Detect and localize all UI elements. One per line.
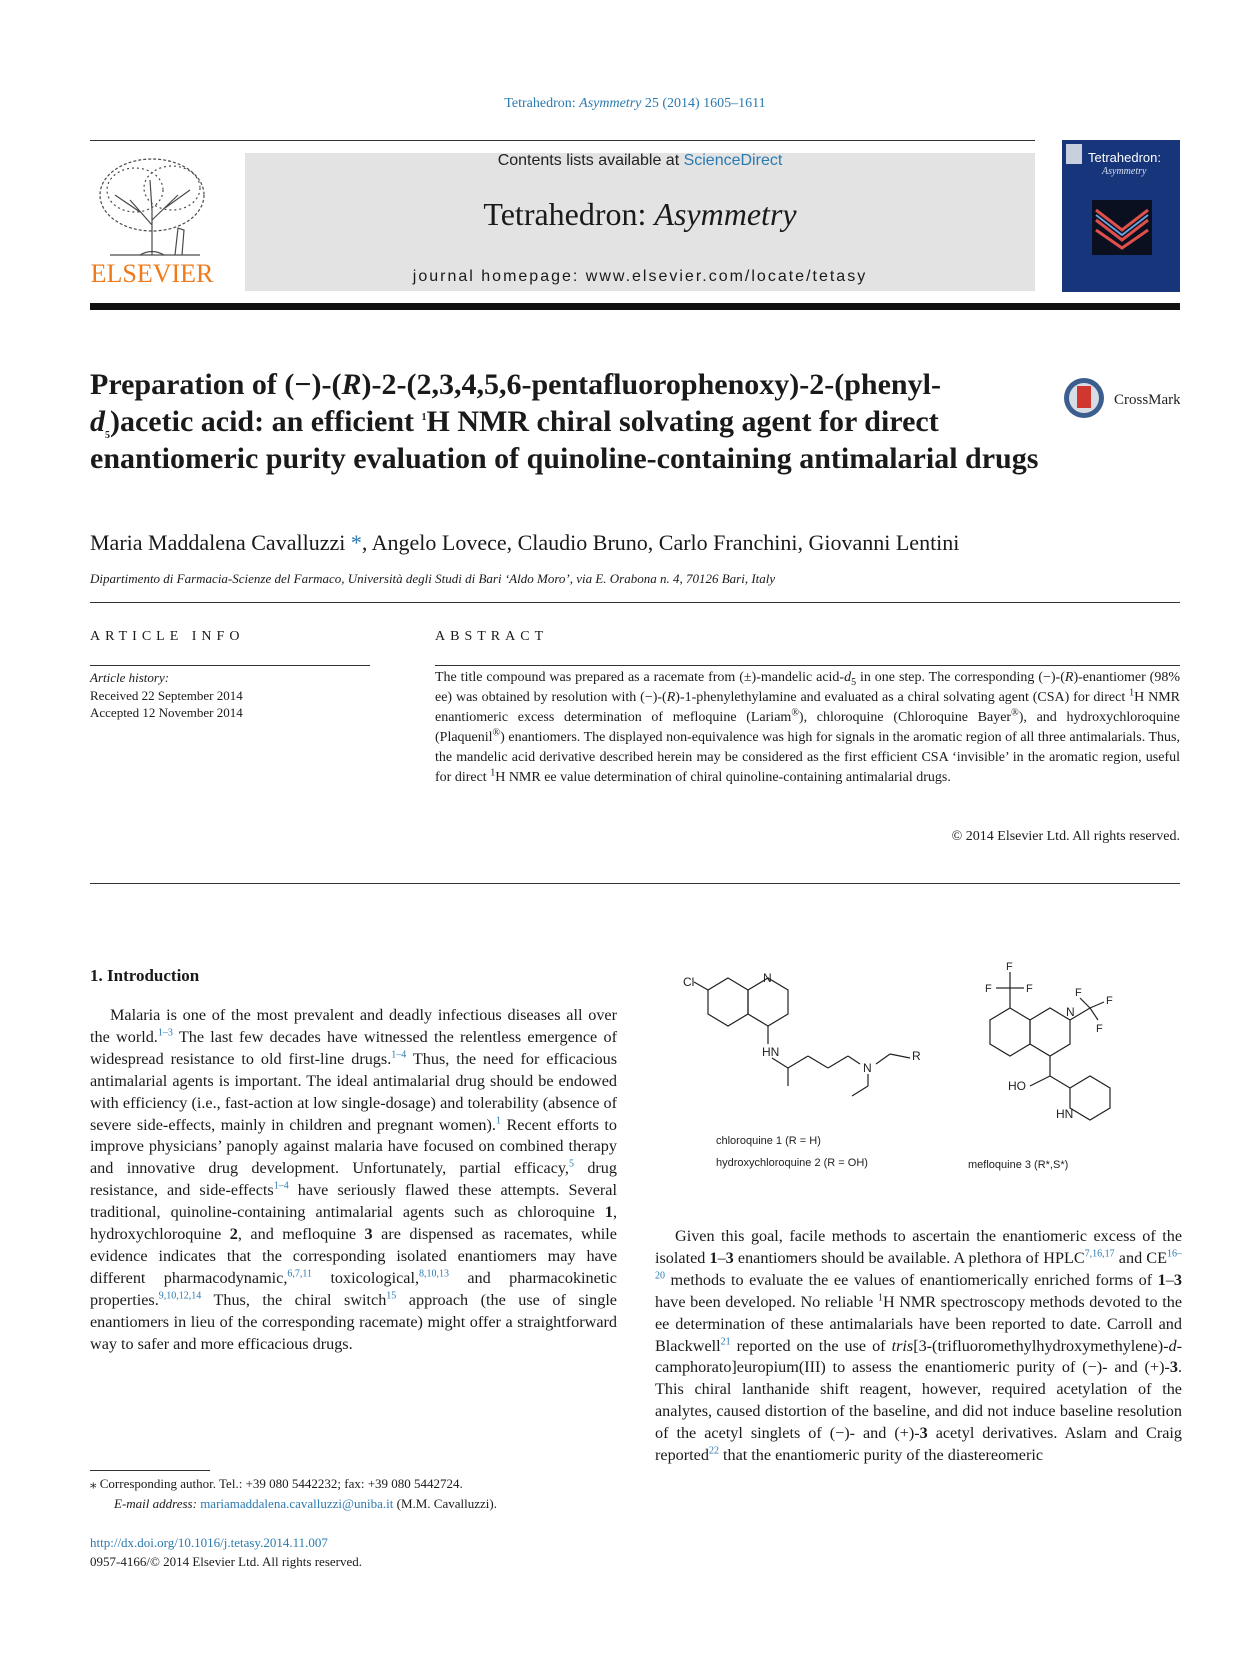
abstract-rule: [435, 665, 1180, 666]
homepage-label: journal homepage:: [412, 268, 586, 285]
hydroxyl-label: HO: [1008, 1079, 1026, 1093]
abstract-text: The title compound was prepared as a racemate from (±)-mandelic acid-$d_5$ in one step. The corresponding (−)-(R)-enantiomer (98% ee) was obtained by resolution with (−)-(R)-1-phenylethylamine and evaluated as a chiral solvating agent (CSA) for direct $^1$H NMR enantiomeric excess determination of mefloquine (Lariam®), chloroquine (Chloroquine Bayer®), and hydroxychloroquine (Plaquenil®) enantiomers. The displayed non-equivalence was high for signals in the aromatic region of all three antimalarials. Thus, the mandelic acid derivative described herein may be considered as the first efficient CSA ‘invisible’ in the aromatic region, useful for direct $^1$H NMR ee value determination of chiral quinoline-containing antimalarial drugs.: [435, 670, 1181, 785]
history-label: Article history:: [90, 670, 170, 685]
footnote-star: ⁎: [90, 1476, 97, 1491]
doi-block: [90, 1533, 362, 1571]
journal-title-main: Tetrahedron:: [483, 196, 655, 232]
email-label: E-mail address:: [114, 1496, 201, 1511]
crossmark-badge[interactable]: [1062, 376, 1180, 420]
affiliation-rule: [90, 602, 1180, 603]
tree-icon: [90, 150, 215, 290]
footnote: [90, 1474, 650, 1514]
abstract-end-rule: [90, 883, 1180, 884]
citation-journal-italic: Asymmetry: [579, 96, 642, 111]
hydroxychloroquine-caption: hydroxychloroquine 2 (R = OH): [716, 1157, 868, 1169]
abstract-copyright: © 2014 Elsevier Ltd. All rights reserved.: [951, 829, 1180, 844]
article-title: Preparation of $(-)-(R)-2-(2,3,4,5,6-pentafluorophenoxy)-2-(phenyl-d_5)acetic$ acid: an efficient $^1$H NMR chiral solvating agent for direct enantiomeric purity evaluation of quinoline-containing antimalarial drugs: [90, 368, 1039, 475]
article-info-heading: ARTICLE INFO: [90, 629, 245, 644]
piperidine-n-label: HN: [1056, 1107, 1074, 1121]
contents-line: [245, 152, 1035, 170]
publisher-name: ELSEVIER: [90, 259, 214, 288]
introduction-paragraph: Malaria is one of the most prevalent and deadly infectious diseases all over the world.$^{1-3}$ The last few decades have witnessed the relentless emergence of widespread resistance to old first-line drugs.$^{1-4}$ Thus, the need for efficacious antimalarial agents is important. The ideal antimalarial drug should be endowed with efficiency (i.e., fast-action at low single-dosage) and tolerability (absence of severe side-effects, mainly in children and pregnant women).$^1$ Recent efforts to improve physicians’ panoply against malaria have focused on combined therapy and innovative drug development. Unfortunately, partial efficacy,$^5$ drug resistance, and side-effects$^{1-4}$ have seriously flawed these attempts. Several traditional, quinoline-containing antimalarial agents such as chloroquine 1, hydroxychloroquine 2, and mefloquine 3 are dispensed as racemates, while evidence indicates that the corresponding isolated enantiomers may have different pharmacodynamic,$^{6,7,11}$ toxicological,$^{8,10,13}$ and pharmacokinetic properties.$^{9,10,12,14}$ Thus, the chiral switch$^{15}$ approach (the use of single enantiomers in lieu of the corresponding racemate) might offer a straightforward way to safer and more efficacious drugs.: [90, 1006, 617, 1353]
fluorine-label-4: F: [1075, 987, 1082, 999]
header-thick-rule: [90, 303, 1180, 310]
elsevier-logo: [90, 150, 215, 290]
fluorine-label-6: F: [1096, 1023, 1103, 1035]
cover-subtitle: Asymmetry: [1102, 166, 1147, 177]
crossmark-label: CrossMark: [1114, 392, 1180, 408]
journal-homepage: [245, 268, 1035, 286]
article-info-rule: [90, 665, 370, 666]
affiliation: Dipartimento di Farmacia-Scienze del Farmaco, Università degli Studi di Bari ‘Aldo Moro’, via E. Orabona n. 4, 70126 Bari, Italy: [90, 571, 776, 586]
author-list: [90, 530, 1180, 556]
footnote-rule: [90, 1470, 210, 1471]
email-link[interactable]: mariamaddalena.cavalluzzi@uniba.it: [200, 1496, 394, 1511]
other-authors: , Angelo Lovece, Claudio Bruno, Carlo Franchini, Giovanni Lentini: [361, 530, 960, 555]
doi-link[interactable]: http://dx.doi.org/10.1016/j.tetasy.2014.11.007: [90, 1535, 328, 1550]
received-date: Received 22 September 2014: [90, 687, 243, 703]
cover-title: Tetrahedron:: [1088, 150, 1161, 165]
corresponding-author-contact: Corresponding author. Tel.: +39 080 5442232; fax: +39 080 5442724.: [96, 1476, 463, 1491]
accepted-date: Accepted 12 November 2014: [90, 705, 243, 720]
chloroquine-structure: [694, 978, 910, 1096]
header-rule: [90, 140, 1035, 141]
introduction-heading: 1. Introduction: [90, 966, 200, 985]
cover-graphic-icon: [1062, 140, 1180, 292]
corresponding-author-mark[interactable]: *: [350, 530, 362, 555]
chemical-structures-figure: [680, 958, 1180, 1178]
mefloquine-n-label: N: [1066, 1005, 1075, 1019]
tertiary-n-label: N: [863, 1061, 872, 1075]
contents-text: Contents lists available at: [497, 152, 684, 169]
fluorine-label-2: F: [985, 983, 992, 995]
journal-title-italic: Asymmetry: [654, 196, 797, 232]
journal-citation[interactable]: [0, 96, 1241, 112]
fluorine-label-1: F: [1006, 961, 1013, 973]
fluorine-label-3: F: [1026, 983, 1033, 995]
email-owner: (M.M. Cavalluzzi).: [393, 1496, 497, 1511]
article-history: [90, 669, 370, 722]
amine-label: HN: [762, 1045, 780, 1059]
chloroquine-caption: chloroquine 1 (R = H): [716, 1135, 821, 1147]
structures-svg: [680, 958, 1180, 1178]
abstract-heading: ABSTRACT: [435, 629, 549, 644]
first-author: Maria Maddalena Cavalluzzi: [90, 530, 351, 555]
issn-line: 0957-4166/© 2014 Elsevier Ltd. All rights reserved.: [90, 1554, 362, 1569]
mefloquine-caption: mefloquine 3 (R*,S*): [968, 1159, 1069, 1171]
r-group-label: R: [912, 1049, 921, 1063]
mefloquine-structure: [990, 972, 1110, 1120]
journal-title: [245, 196, 1035, 233]
homepage-link[interactable]: www.elsevier.com/locate/tetasy: [585, 268, 868, 285]
crossmark-icon: [1062, 376, 1180, 420]
fluorine-label-5: F: [1106, 995, 1113, 1007]
sciencedirect-link[interactable]: ScienceDirect: [683, 152, 783, 169]
quinoline-n-label: N: [763, 971, 772, 985]
citation-volume: 25 (2014) 1605–1611: [641, 96, 766, 111]
introduction-paragraph-2: Given this goal, facile methods to ascertain the enantiomeric excess of the isolated 1–3 enantiomers should be available. A plethora of HPLC$^{7,16,17}$ and CE$^{16-20}$ methods to evaluate the ee values of enantiomerically enriched forms of 1–3 have been developed. No reliable $^1$H NMR spectroscopy methods devoted to the ee determination of these antimalarials have been reported to date. Carroll and Blackwell$^{21}$ reported on the use of tris[3-(trifluoromethylhydroxymethylene)-d-camphorato]europium(III) to assess the enantiomeric purity of (−)- and (+)-3. This chiral lanthanide shift reagent, however, required acetylation of the analytes, caused distortion of the baseline, and did not induce baseline resolution of the acetyl singlets of (−)- and (+)-3 acetyl derivatives. Aslam and Craig reported$^{22}$ that the enantiomeric purity of the diastereomeric: [655, 1227, 1183, 1465]
citation-journal: Tetrahedron:: [504, 96, 580, 111]
chlorine-label: Cl: [683, 975, 695, 989]
journal-cover: [1062, 140, 1180, 292]
